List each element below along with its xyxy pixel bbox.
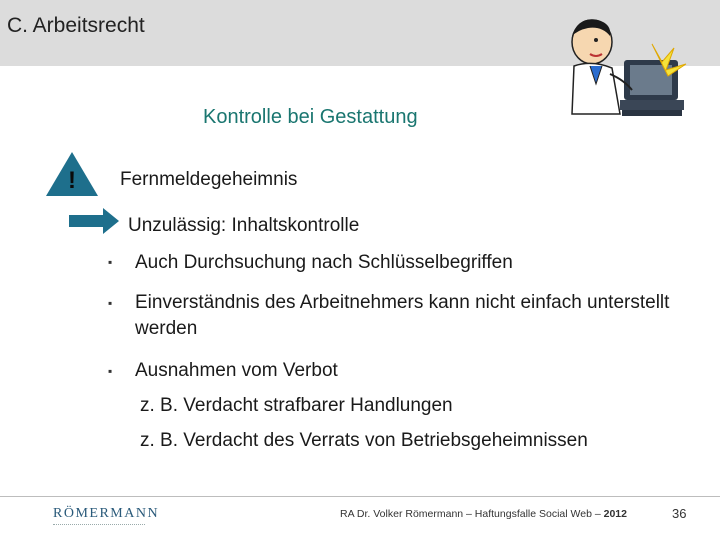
bullet-icon: ▪: [108, 364, 113, 378]
bullet-item: Auch Durchsuchung nach Schlüsselbegriffen: [135, 252, 513, 273]
slide-subtitle: Kontrolle bei Gestattung: [203, 106, 418, 128]
footer-divider: [0, 496, 720, 497]
consequence-line: Unzulässig: Inhaltskontrolle: [128, 215, 360, 236]
footer-year: 2012: [603, 508, 627, 520]
warning-icon: [44, 150, 100, 198]
office-worker-computer-clipart: [562, 14, 694, 126]
sub-item: z. B. Verdacht strafbarer Handlungen: [140, 395, 453, 416]
bullet-item: Ausnahmen vom Verbot: [135, 360, 338, 381]
warning-mark: !: [68, 167, 76, 194]
bullet-icon: ▪: [108, 255, 113, 269]
page-number: 36: [672, 506, 687, 521]
arrow-right-icon: [69, 208, 119, 234]
topic-line: Fernmeldegeheimnis: [120, 169, 298, 190]
slide-section-title: C. Arbeitsrecht: [7, 14, 145, 37]
footer-logo-tagline-decoration: [53, 524, 145, 528]
footer-credit: [340, 508, 627, 520]
sub-item: z. B. Verdacht des Verrats von Betriebsgeheimnissen: [140, 430, 588, 451]
footer-credit-text: RA Dr. Volker Römermann – Haftungsfalle Social Web –: [340, 508, 604, 520]
bullet-icon: ▪: [108, 296, 113, 310]
footer-logo: RÖMERMANN: [53, 506, 160, 521]
bullet-item: Einverständnis des Arbeitnehmers kann nicht einfach unterstellt werden: [135, 292, 670, 339]
